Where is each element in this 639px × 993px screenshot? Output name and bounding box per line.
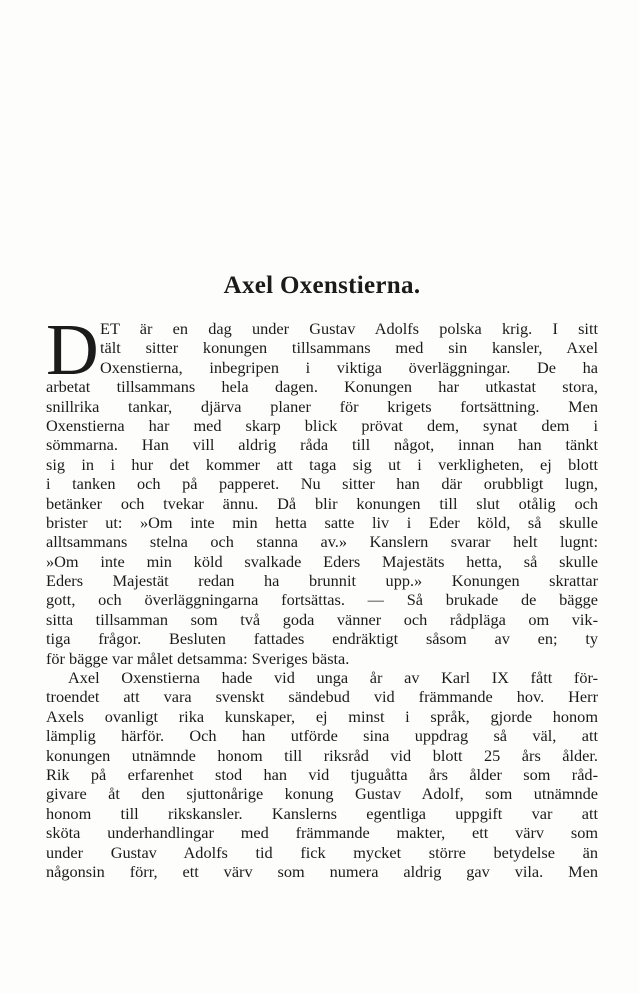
drop-cap-letter: D — [46, 309, 99, 390]
text-line: honom till rikskansler. Kanslerns egentliga uppgift var att — [46, 803, 598, 823]
text-line: Axel Oxenstierna hade vid unga år av Karl IX fått för- — [68, 668, 598, 688]
text-line: för bägge var målet detsamma: Sveriges bästa. — [46, 648, 350, 668]
text-line: Axels ovanligt rika kunskaper, ej minst i språk, gjorde honom — [46, 706, 598, 726]
text-line: givare åt den sjuttonårige konung Gustav Adolf, som utnämnde — [46, 784, 598, 804]
text-line: i tanken och på papperet. Nu sitter han där orubbligt lugn, — [46, 474, 598, 494]
text-line: brister ut: »Om inte min hetta satte liv i Eder köld, så skulle — [46, 512, 598, 532]
text-line: »Om inte min köld svalkade Eders Majestäts hetta, så skulle — [46, 551, 598, 571]
text-line: troendet att vara svenskt sändebud vid främmande hov. Herr — [46, 687, 598, 707]
text-line: Rik på erfarenhet stod han vid tjuguåtta års ålder som råd- — [46, 764, 598, 784]
chapter-body — [46, 309, 598, 881]
text-line: arbetat tillsammans hela dagen. Konungen har utkastat stora, — [46, 377, 598, 397]
text-line: sömmarna. Han vill aldrig råda till något, innan han tänkt — [46, 435, 598, 455]
chapter-title: Axel Oxenstierna. — [223, 272, 421, 299]
text-line: betänker och tvekar ännu. Då blir konungen till slut otålig och — [46, 493, 598, 513]
text-line: Eders Majestät redan ha brunnit upp.» Konungen skrattar — [46, 571, 598, 591]
text-line: alltsammans stelna och stanna av.» Kanslern svarar helt lugnt: — [46, 532, 598, 552]
text-line: någonsin förr, ett värv som numera aldrig gav vila. Men — [46, 861, 598, 881]
text-line: Oxenstierna har med skarp blick prövat dem, synat dem i — [46, 415, 598, 435]
text-line: snillrika tankar, djärva planer för krigets fortsättning. Men — [46, 396, 598, 416]
text-line: sig in i hur det kommer att taga sig ut i verkligheten, ej blott — [46, 454, 598, 474]
text-line: gott, och överläggningarna fortsättas. — Så brukade de bägge — [46, 590, 598, 610]
text-line: sitta tillsamman som två goda vänner och rådpläga om vik- — [46, 609, 598, 629]
text-line: ET är en dag under Gustav Adolfs polska krig. I sitt — [100, 319, 598, 338]
text-line: sköta underhandlingar med främmande makter, ett värv som — [46, 823, 598, 843]
text-line: lämplig härför. Och han utförde sina uppdrag så väl, att — [46, 726, 598, 746]
text-line: tält sitter konungen tillsammans med sin kansler, Axel — [100, 338, 598, 358]
text-line: tiga frågor. Besluten fattades endräktigt såsom av en; ty — [46, 629, 598, 649]
text-line: konungen utnämnde honom till riksråd vid blott 25 års ålder. — [46, 745, 598, 765]
text-line: Oxenstierna, inbegripen i viktiga överläggningar. De ha — [100, 357, 598, 377]
text-line: under Gustav Adolfs tid fick mycket större betydelse än — [46, 842, 598, 862]
book-page — [46, 0, 598, 993]
